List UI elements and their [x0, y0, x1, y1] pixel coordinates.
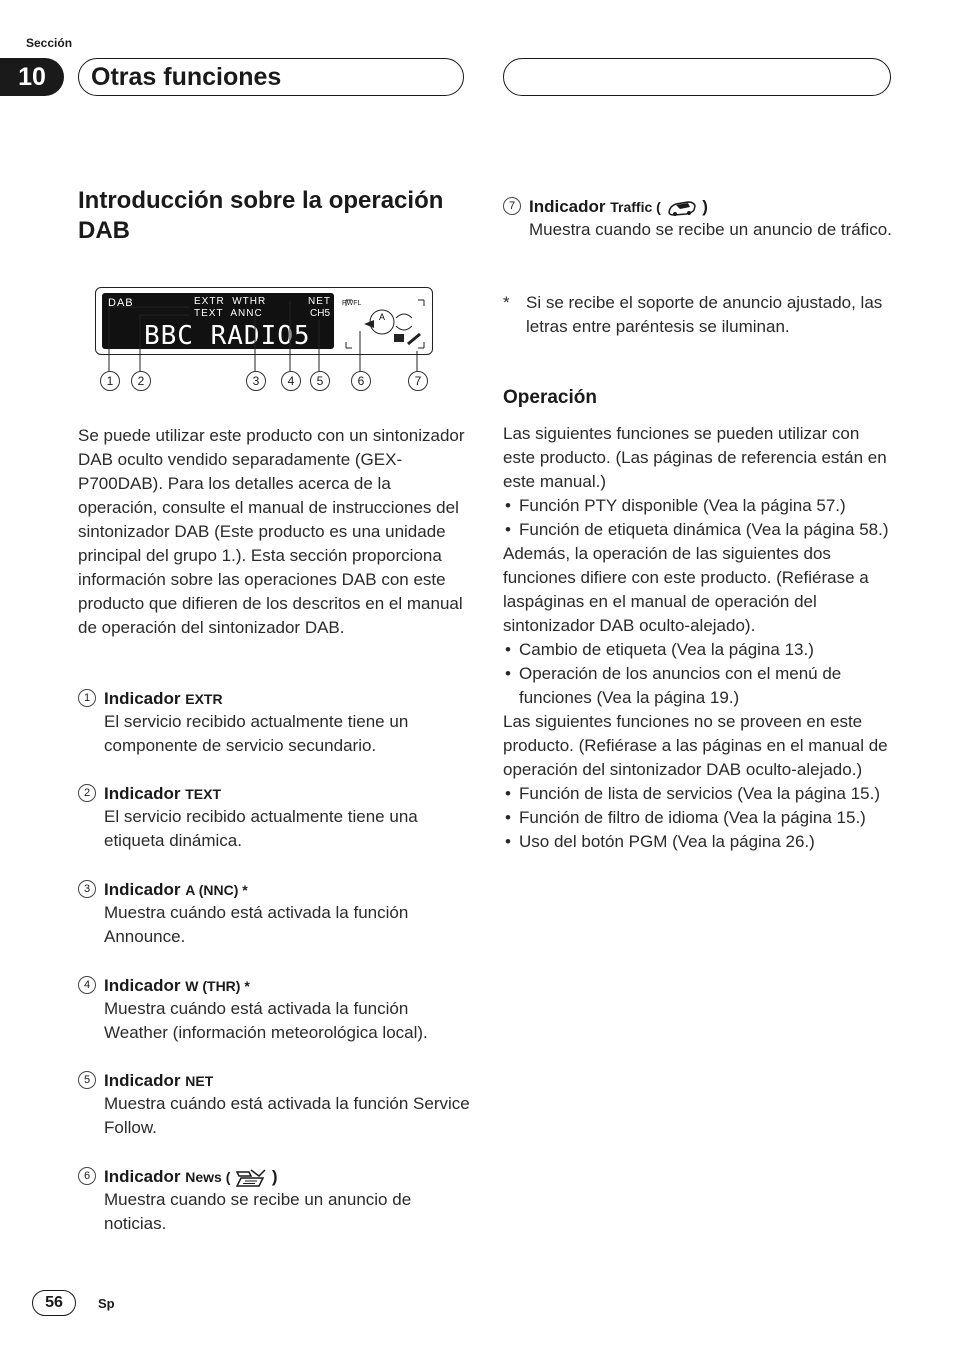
display-dab-tag: DAB — [108, 297, 134, 309]
header-empty-box — [503, 58, 891, 96]
item-body: Muestra cuándo está activada la función Announce. — [104, 903, 409, 946]
callout-leader-lines — [95, 295, 435, 375]
svg-text:A: A — [379, 312, 386, 322]
callout-4: 4 — [281, 371, 301, 391]
operacion-paragraph-3: Las siguientes funciones no se proveen en este producto. (Refiérase a las páginas en el manual de operación del sintonizador DAB oculto-alejado.) — [503, 712, 888, 779]
item-number: 6 — [78, 1167, 96, 1185]
page-number: 56 — [32, 1290, 76, 1316]
operacion-paragraph-2: Además, la operación de las siguientes dos funciones difiere con este producto. (Refiérase a laspáginas en el manual de operación del sintonizador DAB oculto-alejado). — [503, 544, 869, 635]
footnote-text: Si se recibe el soporte de anuncio ajustado, las letras entre paréntesis se iluminan. — [526, 293, 883, 336]
callout-5: 5 — [310, 371, 330, 391]
chapter-title: Otras funciones — [78, 58, 464, 96]
item-title: Indicador — [104, 784, 181, 803]
item-number: 2 — [78, 784, 96, 802]
indicator-item-1 — [78, 688, 470, 758]
item-number: 5 — [78, 1071, 96, 1089]
item-body: Muestra cuando se recibe un anuncio de tráfico. — [529, 220, 892, 239]
item-body: Muestra cuando se recibe un anuncio de noticias. — [104, 1190, 412, 1233]
item-tag-end: ) — [271, 1167, 278, 1186]
indicator-item-6 — [78, 1166, 470, 1236]
item-number: 4 — [78, 976, 96, 994]
item-title: Indicador — [104, 976, 181, 995]
display-ch: CH5 — [310, 308, 331, 319]
callout-1: 1 — [100, 371, 120, 391]
indicator-item-4 — [78, 975, 470, 1045]
item-tag: News ( — [185, 1169, 231, 1185]
item-tag: TEXT — [185, 786, 222, 802]
item-body: Muestra cuándo está activada la función Service Follow. — [104, 1094, 470, 1137]
indicator-item-2 — [78, 783, 470, 853]
item-tag: A (NNC) * — [185, 882, 248, 898]
list-item: • Cambio de etiqueta (Vea la página 13.) — [503, 638, 895, 662]
item-body: El servicio recibido actualmente tiene un componente de servicio secundario. — [104, 712, 409, 755]
list-item: • Uso del botón PGM (Vea la página 26.) — [503, 830, 895, 854]
item-tag: EXTR — [185, 691, 223, 707]
indicator-item-3 — [78, 879, 470, 949]
callout-7: 7 — [408, 371, 428, 391]
display-net: NET — [308, 296, 331, 307]
news-icon — [235, 1168, 267, 1188]
operacion-heading: Operación — [503, 387, 597, 408]
item-tag: W (THR) * — [185, 978, 250, 994]
list-item: • Función PTY disponible (Vea la página 57.) — [503, 494, 895, 518]
display-indicator-row2: TEXT ANNC — [194, 308, 263, 319]
list-item: • Función de filtro de idioma (Vea la página 15.) — [503, 806, 895, 830]
item-body: El servicio recibido actualmente tiene una etiqueta dinámica. — [104, 807, 418, 850]
item-title: Indicador — [104, 1071, 181, 1090]
display-main-text: BBC RADIO5 — [144, 321, 311, 351]
operacion-paragraph-1: Las siguientes funciones se pueden utilizar con este producto. (Las páginas de referencia están en este manual.) — [503, 424, 887, 491]
car-icon — [666, 198, 698, 218]
callout-6: 6 — [351, 371, 371, 391]
indicator-item-5 — [78, 1070, 470, 1140]
list-item: • Operación de los anuncios con el menú de funciones (Vea la página 19.) — [503, 662, 895, 710]
item-title: Indicador — [529, 197, 606, 216]
footnote-mark: * — [503, 293, 510, 312]
callout-2: 2 — [131, 371, 151, 391]
display-pwfl: PWFL — [342, 300, 362, 307]
item-number: 1 — [78, 689, 96, 707]
section-number: 10 — [0, 58, 64, 96]
intro-paragraph: Se puede utilizar este producto con un sintonizador DAB oculto vendido separadamente (GEX-P700DAB). Para los detalles acerca de la operación, consulte el manual de instrucciones del sintonizador DAB (Este producto es una unidade principal del grupo 1.). Esta sección proporciona información sobre las operaciones DAB con este producto que difieren de los descritos en el manual de operación del sintonizador DAB. — [78, 426, 465, 637]
item-number: 7 — [503, 197, 521, 215]
page-language: Sp — [98, 1296, 115, 1311]
intro-heading: Introducción sobre la operación DAB — [78, 187, 444, 244]
section-label: Sección — [26, 36, 73, 50]
operacion-content — [503, 422, 895, 854]
callout-3: 3 — [246, 371, 266, 391]
item-title: Indicador — [104, 880, 181, 899]
footnote — [503, 291, 895, 339]
item-tag: Traffic ( — [610, 199, 661, 215]
item-title: Indicador — [104, 1167, 181, 1186]
item-number: 3 — [78, 880, 96, 898]
item-tag-end: ) — [702, 197, 708, 216]
item-body: Muestra cuándo está activada la función Weather (información meteorológica local). — [104, 999, 428, 1042]
indicator-item-7 — [503, 196, 895, 242]
item-title: Indicador — [104, 689, 181, 708]
display-indicator-row1: EXTR WTHR — [194, 296, 267, 307]
list-item: • Función de etiqueta dinámica (Vea la página 58.) — [503, 518, 895, 542]
item-tag: NET — [185, 1073, 214, 1089]
list-item: • Función de lista de servicios (Vea la página 15.) — [503, 782, 895, 806]
